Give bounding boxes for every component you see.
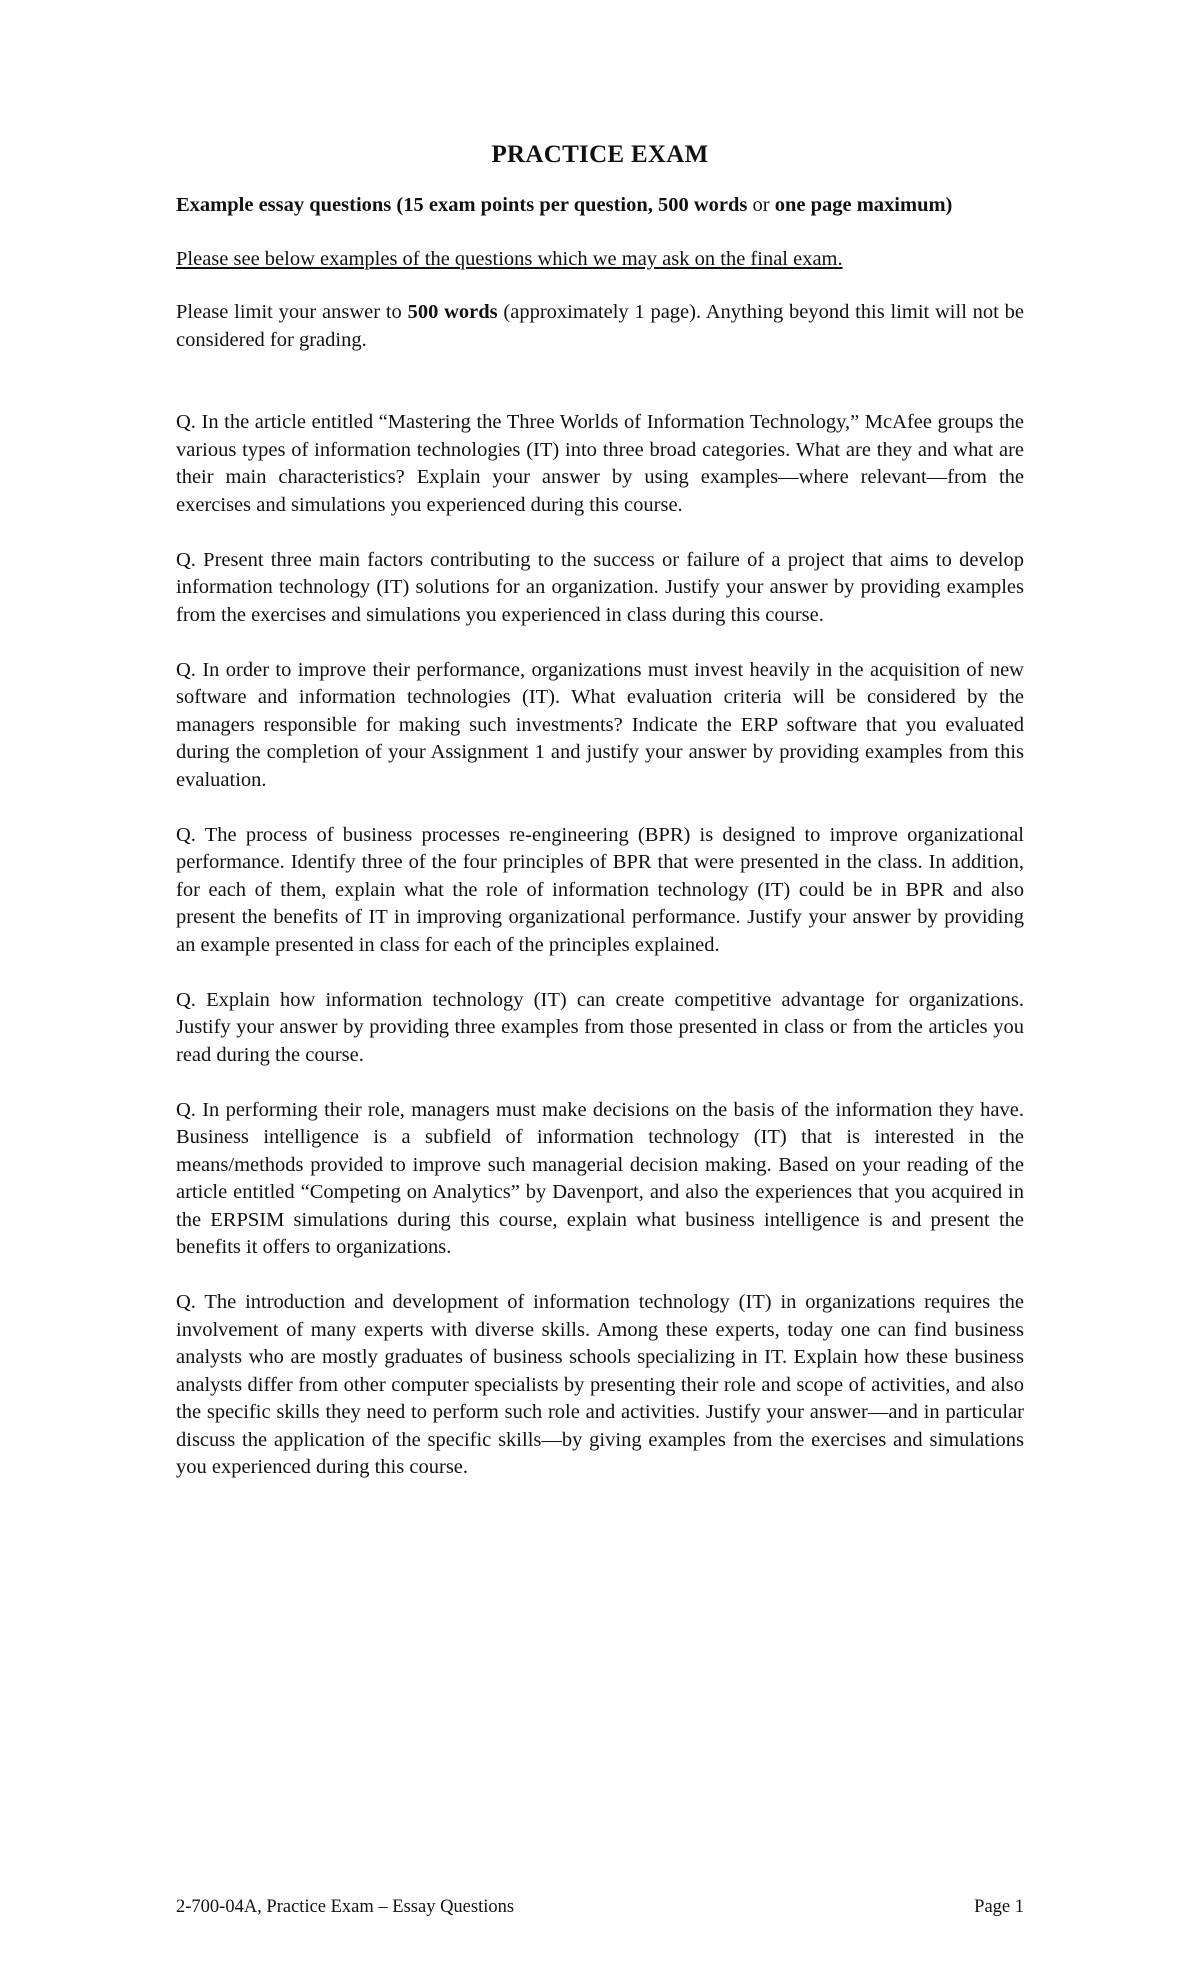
page-title: PRACTICE EXAM — [491, 141, 709, 168]
footer-course-label: 2-700-04A, Practice Exam – Essay Questions — [176, 1897, 515, 1917]
instructions-bold-part2: one page maximum) — [774, 194, 953, 216]
instructions-or: or — [752, 194, 770, 216]
word-limit-paragraph — [176, 299, 1024, 354]
question-4: Q. The process of business processes re-engineering (BPR) is designed to improve organizational performance. Identify three of the four principles of BPR that were presented in the class. In addition, for each of them, explain what the role of information technology (IT) could be in BPR and also present the benefits of IT in improving organizational performance. Justify your answer by providing an example presented in class for each of the principles explained. — [176, 823, 1024, 956]
instructions-bold-part1: Example essay questions (15 exam points per question, 500 words — [176, 194, 748, 216]
question-6: Q. In performing their role, managers must make decisions on the basis of the information they have. Business intelligence is a subfield of information technology (IT) that is interested in the means/methods provided to improve such managerial decision making. Based on your reading of the article entitled “Competing on Analytics” by Davenport, and also the experiences that you acquired in the ERPSIM simulations during this course, explain what business intelligence is and present the benefits it offers to organizations. — [176, 1098, 1024, 1258]
exam-notice: Please see below examples of the questions which we may ask on the final exam. — [176, 247, 843, 270]
footer-page-number: Page 1 — [974, 1897, 1024, 1917]
question-7: Q. The introduction and development of information technology (IT) in organizations requires the involvement of many experts with diverse skills. Among these experts, today one can find business analysts who are mostly graduates of business schools specializing in IT. Explain how these business analysts differ from other computer specialists by presenting their role and scope of activities, and also the specific skills they need to perform such role and activities. Justify your answer—and in particular discuss the application of the specific skills—by giving examples from the exercises and simulations you experienced during this course. — [176, 1291, 1024, 1478]
question-5: Q. Explain how information technology (IT) can create competitive advantage for organizations. Justify your answer by providing three examples from those presented in class or from the articles you read during the course. — [176, 988, 1024, 1066]
document-body — [176, 140, 1024, 1509]
limit-text-before: Please limit your answer to — [176, 301, 408, 323]
limit-text-bold: 500 words — [407, 301, 498, 323]
question-1: Q. In the article entitled “Mastering the Three Worlds of Information Technology,” McAfee groups the various types of information technologies (IT) into three broad categories. What are they and what are their main characteristics? Explain your answer by using examples—where relevant—from the exercises and simulations you experienced during this course. — [176, 411, 1024, 516]
limit-text-after: (approximately 1 page). Anything beyond this limit will not be considered for grading. — [176, 301, 1024, 351]
question-3: Q. In order to improve their performance, organizations must invest heavily in the acquisition of new software and information technologies (IT). What evaluation criteria will be considered by the managers responsible for making such investments? Indicate the ERP software that you evaluated during the completion of your Assignment 1 and justify your answer by providing examples from this evaluation. — [176, 658, 1024, 791]
exam-instructions-heading — [176, 192, 1024, 220]
question-2: Q. Present three main factors contributing to the success or failure of a project that aims to develop information technology (IT) solutions for an organization. Justify your answer by providing examples from the exercises and simulations you experienced in class during this course. — [176, 548, 1024, 626]
